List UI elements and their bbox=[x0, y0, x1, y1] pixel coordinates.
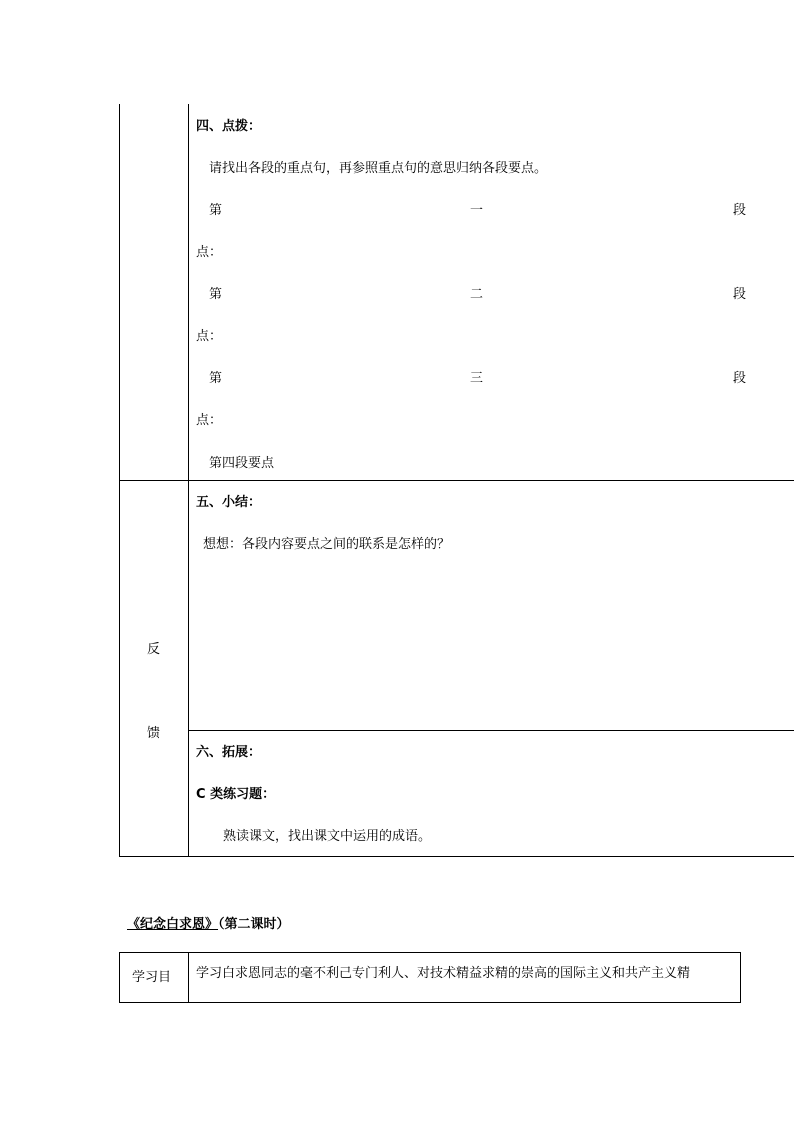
goals-table-top bbox=[119, 952, 741, 953]
section5-heading: 五、小结： bbox=[196, 495, 262, 510]
row1-duan: 段 bbox=[733, 203, 747, 218]
goals-table-divider bbox=[188, 952, 189, 1003]
lesson-subtitle: （第二课时） bbox=[218, 917, 290, 932]
row2-duan: 段 bbox=[733, 287, 747, 302]
row1-di: 第 bbox=[209, 203, 223, 218]
row3-duan: 段 bbox=[733, 371, 747, 386]
fourth-paragraph-point: 第四段要点 bbox=[209, 456, 275, 471]
lesson-title-line bbox=[127, 917, 290, 933]
goals-table-right bbox=[740, 952, 741, 1003]
row-divider-top bbox=[119, 480, 794, 481]
section6-task: 熟读课文，找出课文中运用的成语。 bbox=[223, 829, 432, 844]
goals-table-bottom bbox=[119, 1002, 741, 1003]
section6-heading: 六、拓展： bbox=[196, 745, 262, 760]
row3-di: 第 bbox=[209, 371, 223, 386]
row3-dian: 点： bbox=[196, 413, 223, 428]
row2-num: 二 bbox=[470, 287, 484, 302]
lesson-title: 《纪念白求恩》 bbox=[127, 917, 219, 932]
feedback-char-1: 反 bbox=[147, 642, 161, 657]
row3-num: 三 bbox=[470, 371, 484, 386]
row2-dian: 点： bbox=[196, 329, 223, 344]
section6-subheading: C 类练习题： bbox=[196, 787, 276, 802]
row1-num: 一 bbox=[470, 203, 484, 218]
section5-question: 想想：各段内容要点之间的联系是怎样的？ bbox=[203, 537, 451, 552]
section4-instruction: 请找出各段的重点句，再参照重点句的意思归纳各段要点。 bbox=[209, 161, 548, 176]
goals-label: 学习目 bbox=[132, 970, 172, 985]
table-bottom-border bbox=[119, 856, 794, 857]
row-divider-middle bbox=[188, 730, 794, 731]
feedback-char-2: 馈 bbox=[147, 726, 161, 741]
goals-table-left bbox=[119, 952, 120, 1003]
section4-heading: 四、点拨： bbox=[196, 119, 262, 134]
row2-di: 第 bbox=[209, 287, 223, 302]
goals-text: 学习白求恩同志的毫不利己专门利人、对技术精益求精的崇高的国际主义和共产主义精 bbox=[196, 966, 691, 981]
row1-dian: 点： bbox=[196, 245, 223, 260]
